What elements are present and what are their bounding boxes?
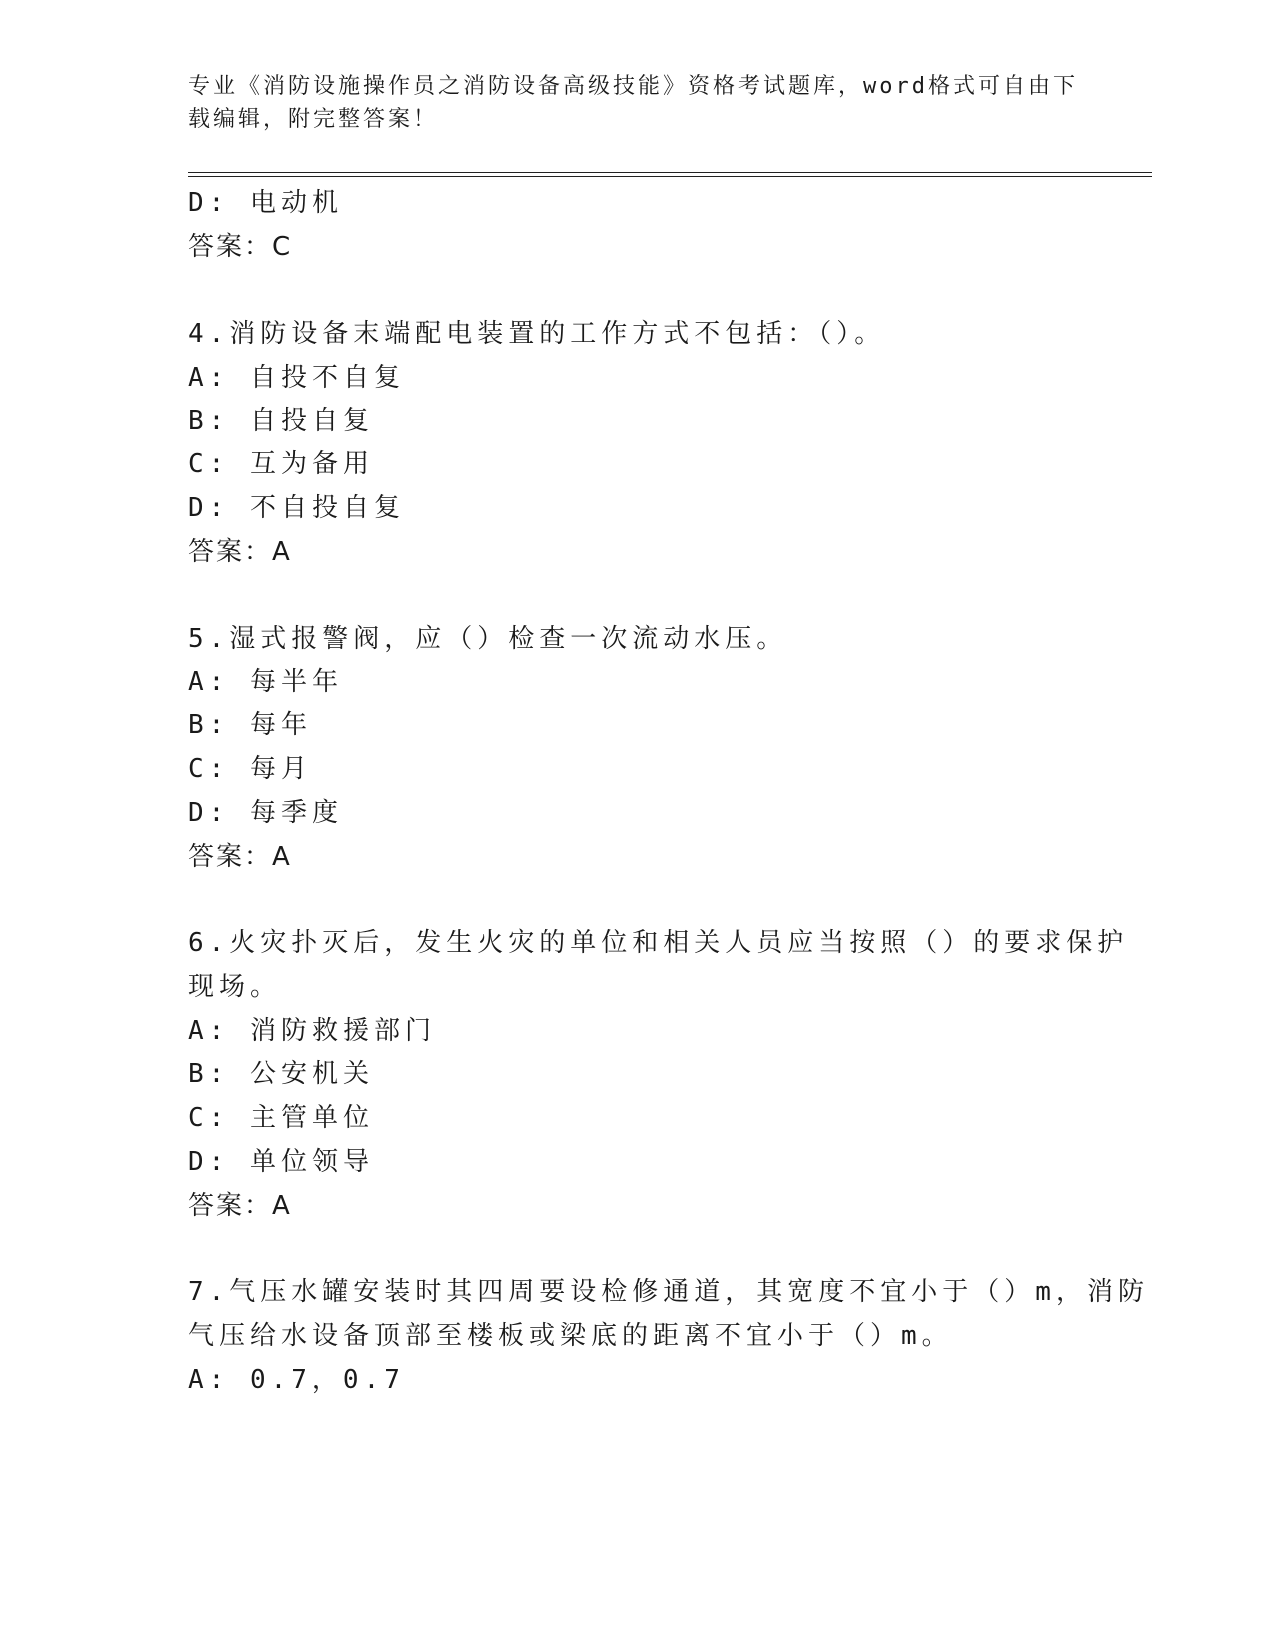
q3-answer: 答案：C xyxy=(188,232,293,262)
q6-answer: 答案：A xyxy=(188,1191,292,1221)
q4-answer: 答案：A xyxy=(188,537,292,567)
q4-option-c: C: 互为备用 xyxy=(188,449,374,479)
q6-question-line-2: 现场。 xyxy=(188,972,282,1002)
q4-option-a: A: 自投不自复 xyxy=(188,363,405,393)
header-rule-bottom xyxy=(188,176,1152,177)
header-rule-top xyxy=(188,172,1152,173)
q6-option-d: D: 单位领导 xyxy=(188,1147,374,1177)
q4-option-d: D: 不自投自复 xyxy=(188,493,405,523)
q5-option-d: D: 每季度 xyxy=(188,798,343,828)
q3-option-d: D: 电动机 xyxy=(188,188,343,218)
q7-question-line-2: 气压给水设备顶部至楼板或梁底的距离不宜小于（）m。 xyxy=(188,1321,953,1351)
q6-option-a: A: 消防救援部门 xyxy=(188,1016,436,1046)
q5-answer: 答案：A xyxy=(188,842,292,872)
q6-question-line-1: 6.火灾扑灭后，发生火灾的单位和相关人员应当按照（）的要求保护 xyxy=(188,928,1129,958)
document-header xyxy=(188,70,1088,136)
q7-question-line-1: 7.气压水罐安装时其四周要设检修通道，其宽度不宜小于（）m，消防 xyxy=(188,1277,1149,1307)
q5-question: 5.湿式报警阀，应（）检查一次流动水压。 xyxy=(188,624,788,654)
header-line-1: 专业《消防设施操作员之消防设备高级技能》资格考试题库，word格式可自由下 xyxy=(188,74,1078,99)
q6-option-c: C: 主管单位 xyxy=(188,1103,374,1133)
q7-option-a: A: 0.7，0.7 xyxy=(188,1365,405,1395)
header-line-2: 载编辑，附完整答案！ xyxy=(188,107,439,132)
q6-option-b: B: 公安机关 xyxy=(188,1059,374,1089)
q4-question: 4.消防设备末端配电装置的工作方式不包括：（）。 xyxy=(188,319,886,349)
q5-option-b: B: 每年 xyxy=(188,710,312,740)
q5-option-a: A: 每半年 xyxy=(188,667,343,697)
q5-option-c: C: 每月 xyxy=(188,754,312,784)
q4-option-b: B: 自投自复 xyxy=(188,406,374,436)
